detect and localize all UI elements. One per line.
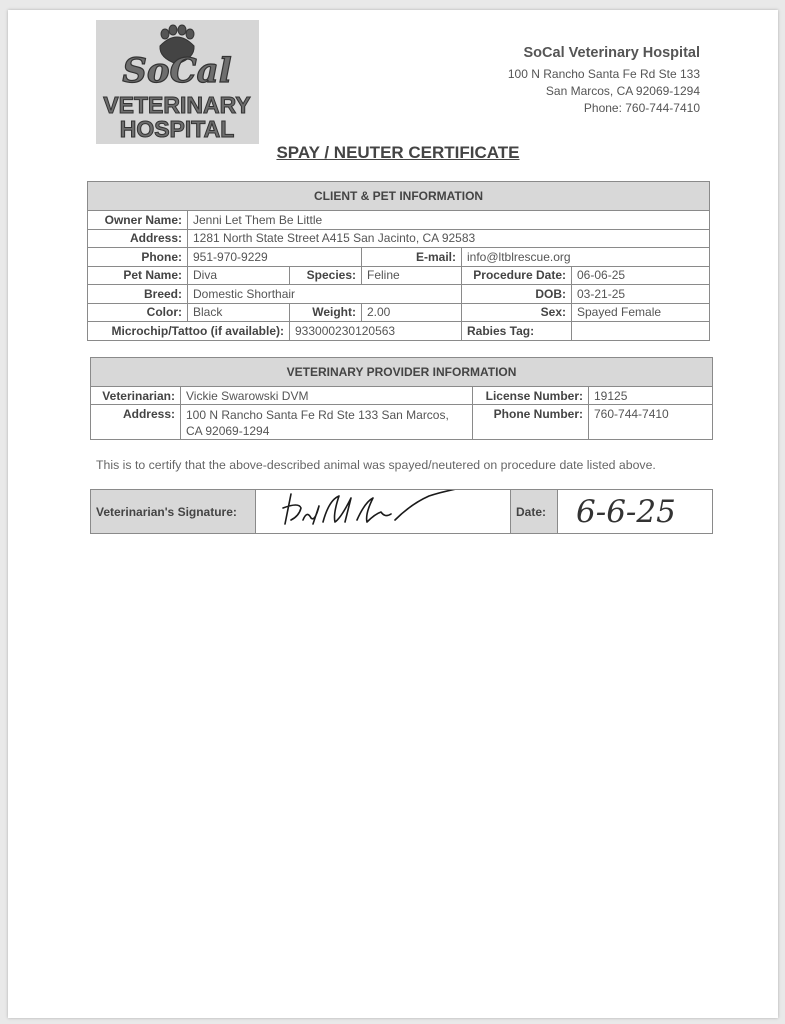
color-value: Black [188, 303, 290, 322]
species-value: Feline [362, 266, 462, 285]
rabies-tag-label: Rabies Tag: [462, 322, 572, 341]
certification-statement: This is to certify that the above-described animal was spayed/neutered on procedure date listed above. [96, 458, 656, 472]
pet-name-label: Pet Name: [88, 266, 188, 285]
sex-value: Spayed Female [572, 303, 710, 322]
license-number-label: License Number: [473, 387, 589, 405]
client-phone-value: 951-970-9229 [188, 248, 362, 267]
dob-value: 03-21-25 [572, 285, 710, 304]
breed-value: Domestic Shorthair [188, 285, 462, 304]
client-pet-info-table [87, 181, 710, 341]
owner-name-value: Jenni Let Them Be Little [188, 211, 710, 230]
provider-section-heading: VETERINARY PROVIDER INFORMATION [91, 358, 713, 387]
microchip-label: Microchip/Tattoo (if available): [88, 322, 290, 341]
provider-address-value: 100 N Rancho Santa Fe Rd Ste 133 San Marcos, CA 92069-1294 [181, 405, 473, 440]
signature-date-value: 6-6-25 [558, 490, 713, 534]
signature-table [90, 489, 713, 534]
certificate-page [8, 10, 778, 1018]
handwritten-signature [261, 490, 501, 530]
hospital-name: SoCal Veterinary Hospital [523, 45, 700, 61]
species-label: Species: [290, 266, 362, 285]
client-address-label: Address: [88, 229, 188, 248]
logo-socal-text: SoCal [122, 51, 232, 91]
pet-name-value: Diva [188, 266, 290, 285]
weight-value: 2.00 [362, 303, 462, 322]
hospital-logo [96, 20, 259, 144]
procedure-date-value: 06-06-25 [572, 266, 710, 285]
dob-label: DOB: [462, 285, 572, 304]
provider-phone-value: 760-744-7410 [589, 405, 713, 440]
breed-label: Breed: [88, 285, 188, 304]
page-title: SPAY / NEUTER CERTIFICATE [276, 143, 520, 162]
weight-label: Weight: [290, 303, 362, 322]
owner-name-label: Owner Name: [88, 211, 188, 230]
email-label: E-mail: [362, 248, 462, 267]
date-label: Date: [511, 490, 558, 534]
procedure-date-label: Procedure Date: [462, 266, 572, 285]
license-number-value: 19125 [589, 387, 713, 405]
provider-info-table [90, 357, 713, 440]
provider-phone-label: Phone Number: [473, 405, 589, 440]
hospital-phone: Phone: 760-744-7410 [583, 101, 700, 115]
client-phone-label: Phone: [88, 248, 188, 267]
hospital-address-line2: San Marcos, CA 92069-1294 [545, 84, 700, 98]
veterinarian-label: Veterinarian: [91, 387, 181, 405]
hospital-address-line1: 100 N Rancho Santa Fe Rd Ste 133 [507, 67, 700, 81]
logo-hospital-text: HOSPITAL [119, 116, 235, 142]
provider-address-label: Address: [91, 405, 181, 440]
signature-field [256, 490, 511, 534]
veterinarian-value: Vickie Swarowski DVM [181, 387, 473, 405]
rabies-tag-value [572, 322, 710, 341]
color-label: Color: [88, 303, 188, 322]
logo-veterinary-text: VETERINARY [103, 92, 251, 118]
signature-label: Veterinarian's Signature: [91, 490, 256, 534]
client-section-heading: CLIENT & PET INFORMATION [88, 182, 710, 211]
client-address-value: 1281 North State Street A415 San Jacinto, CA 92583 [188, 229, 710, 248]
microchip-value: 933000230120563 [290, 322, 462, 341]
email-value: info@ltblrescue.org [462, 248, 710, 267]
sex-label: Sex: [462, 303, 572, 322]
